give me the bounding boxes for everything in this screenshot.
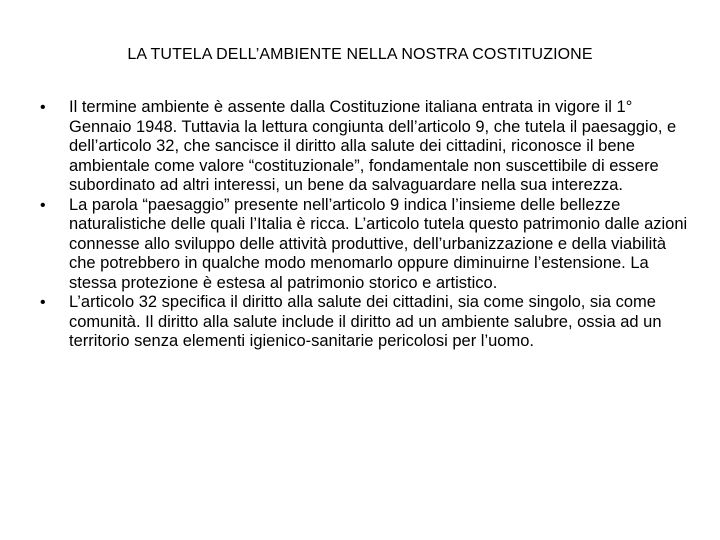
bullet-item-1 (40, 98, 690, 196)
bullet-item-2 (40, 196, 690, 294)
bullet-text: Il termine ambiente è assente dalla Costituzione italiana entrata in vigore il 1° Gennaio 1948. Tuttavia la lettura congiunta dell’articolo 9, che tutela il paesaggio, e dell’articolo 32, che sancisce il diritto alla salute dei cittadini, riconosce il bene ambientale come valore “costituzionale”, fondamentale non suscettibile di essere subordinato ad altri interessi, un bene da salvaguardare nella sua interezza. (69, 98, 677, 194)
bullet-item-3 (40, 293, 690, 352)
bullet-text: L’articolo 32 specifica il diritto alla salute dei cittadini, sia come singolo, sia come comunità. Il diritto alla salute include il diritto ad un ambiente salubre, ossia ad un territorio senza elementi igienico-sanitarie pericolosi per l’uomo. (69, 293, 662, 350)
slide-title: LA TUTELA DELL’AMBIENTE NELLA NOSTRA COSTITUZIONE (127, 46, 593, 63)
bullet-icon: • (40, 99, 46, 116)
bullet-icon: • (40, 294, 46, 311)
bullet-text: La parola “paesaggio” presente nell’articolo 9 indica l’insieme delle bellezze naturalistiche delle quali l’Italia è ricca. L’articolo tutela questo patrimonio dalle azioni connesse allo sviluppo delle attività produttive, dell’urbanizzazione e della viabilità che potrebbero in qualche modo menomarlo oppure diminuirne l’estensione. La stessa protezione è estesa al patrimonio storico e artistico. (69, 195, 688, 292)
bullet-icon: • (40, 196, 46, 214)
bullet-list (40, 98, 690, 352)
